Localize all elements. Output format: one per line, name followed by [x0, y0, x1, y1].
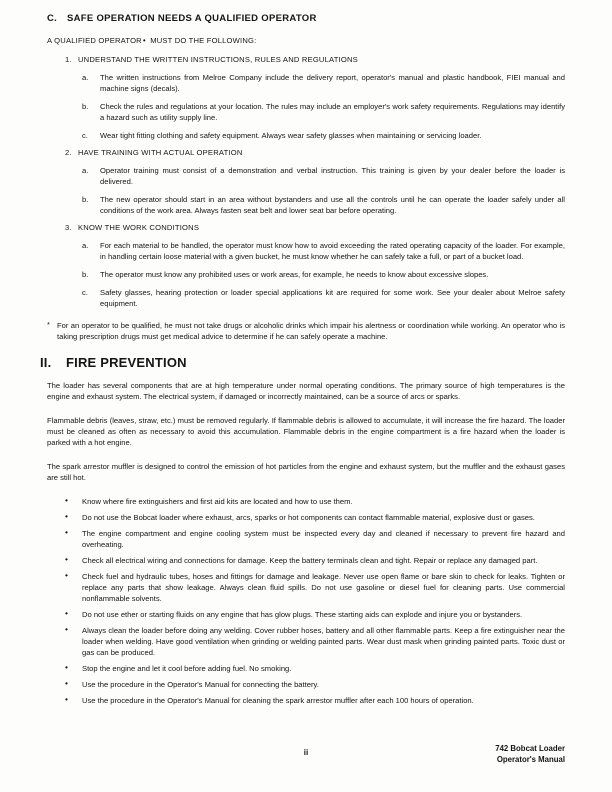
fire-bullet-item: [65, 662, 565, 674]
bullet-text: Do not use ether or starting fluids on any engine that has glow plugs. These starting aids can explode and injure you or bystanders.: [82, 610, 523, 619]
bullet-text: Stop the engine and let it cool before adding fuel. No smoking.: [82, 664, 292, 673]
fire-paragraph: Flammable debris (leaves, straw, etc.) must be removed regularly. If flammable debris is allowed to accumulate, it will increase the fire hazard. The loader must be cleaned as often as necessary to avoid this accumulation. Flammable debris in the engine compartment is a fire hazard when the loader is parked with a hot engine.: [47, 416, 565, 447]
subitem-text: The written instructions from Melroe Company include the delivery report, operator's manual and plastic handbook, FIEI manual and machine signs (decals).: [100, 73, 565, 93]
qualified-operator-footnote: [47, 320, 565, 342]
lettered-subitem: [82, 194, 565, 216]
fire-bullet-item: [65, 495, 565, 507]
subitem-letter: a.: [82, 166, 89, 175]
lettered-subitem: [82, 130, 565, 141]
bullet-text: Always clean the loader before doing any welding. Cover rubber hoses, battery and all other flammable parts. Keep a fire extinguisher near the loader when welding. Have good ventilation when grinding or welding painted parts. Wear dust mask when grinding painted parts. Toxic dust or gas can be produced.: [82, 626, 565, 657]
fire-bullet-item: [65, 527, 565, 550]
subitem-letter: c.: [82, 288, 88, 297]
subitem-letter: a.: [82, 241, 89, 250]
section-fire-heading: [40, 355, 565, 370]
fire-paragraph: The spark arrestor muffler is designed to control the emission of hot particles from the engine and exhaust system, but the muffler and the exhaust gases are still hot.: [47, 462, 565, 482]
subitem-letter: b.: [82, 270, 89, 279]
bullet-icon: •: [65, 527, 68, 537]
subitem-letter: b.: [82, 195, 89, 204]
page-number: ii: [303, 748, 309, 757]
subitem-letter: b.: [82, 102, 89, 111]
subitem-letter: a.: [82, 73, 89, 82]
bullet-text: Check fuel and hydraulic tubes, hoses and fittings for damage and leakage. Never use open flame or bare skin to check for leaks. Tighten or replace any parts that show leakage. Always clean fluid spills. Do not use gasoline or diesel fuel for cleaning parts. Use commercial nonflammable solvents.: [82, 572, 565, 603]
lettered-subitem: [82, 240, 565, 262]
subitem-text: Safety glasses, hearing protection or loader special applications kit are required for some work. See your dealer about Melroe safety equipment.: [100, 288, 565, 308]
intro-prefix: A QUALIFIED OPERATOR: [47, 36, 142, 45]
footnote-marker: *: [47, 320, 50, 329]
lettered-subitem: [82, 101, 565, 123]
bullet-text: Use the procedure in the Operator's Manual for cleaning the spark arrestor muffler after each 100 hours of operation.: [82, 696, 474, 705]
subitem-text: For each material to be handled, the operator must know how to avoid exceeding the rated operating capacity of the loader. For example, in handling certain loose material with a given bucket, he must know whether he can safely take a full, or part of a bucket load.: [100, 241, 565, 261]
fire-paragraph: The loader has several components that are at high temperature under normal operating conditions. The primary source of high temperatures is the engine and exhaust system. The electrical system, if damaged or incorrectly maintained, can be a source of arcs or sparks.: [47, 381, 565, 401]
fire-bullet-item: [65, 624, 565, 658]
numbered-item-title: [65, 148, 565, 157]
bullet-icon: •: [65, 678, 68, 688]
footer-manual-line1: 742 Bobcat Loader: [495, 744, 565, 753]
bullet-icon: •: [65, 495, 68, 505]
section-fire-heading-title: FIRE PREVENTION: [66, 355, 187, 370]
bullet-icon: •: [65, 570, 68, 580]
section-c-heading: [47, 13, 565, 24]
subitem-letter: c.: [82, 131, 88, 140]
subitem-text: The new operator should start in an area without bystanders and use all the controls until he can operate the loader safely under all conditions of the work area. Always fasten seat belt and lower seat bar before operating.: [100, 195, 565, 215]
fire-bullet-item: [65, 608, 565, 620]
item-number: 1.: [65, 55, 72, 64]
footer-manual-title: [495, 744, 565, 765]
fire-bullet-item: [65, 678, 565, 690]
bullet-icon: •: [65, 624, 68, 634]
lettered-subitem: [82, 269, 565, 280]
bullet-text: Use the procedure in the Operator's Manual for connecting the battery.: [82, 680, 319, 689]
bullet-icon: •: [65, 511, 68, 521]
item-title-text: HAVE TRAINING WITH ACTUAL OPERATION: [78, 148, 243, 157]
item-number: 2.: [65, 148, 72, 157]
section-fire-heading-label: II.: [40, 355, 52, 370]
bullet-text: The engine compartment and engine cooling system must be inspected every day and cleaned if necessary to prevent fire hazard and overheating.: [82, 529, 565, 549]
bullet-text: Know where fire extinguishers and first aid kits are located and how to use them.: [82, 497, 353, 506]
bullet-icon: •: [65, 662, 68, 672]
footnote-text: For an operator to be qualified, he must not take drugs or alcoholic drinks which impair his alertness or coordination while working. An operator who is taking prescription drugs must get medical advice to determine if he can safely operate a machine.: [57, 321, 565, 341]
fire-bullet-item: [65, 570, 565, 604]
lettered-subitem: [82, 72, 565, 94]
fire-bullet-item: [65, 554, 565, 566]
item-title-text: KNOW THE WORK CONDITIONS: [78, 223, 200, 232]
lettered-subitem: [82, 165, 565, 187]
item-number: 3.: [65, 223, 72, 232]
numbered-item-title: [65, 223, 565, 232]
subitem-text: Wear tight fitting clothing and safety equipment. Always wear safety glasses when maintaining or servicing loader.: [100, 131, 482, 140]
footnote-reference-icon: •: [142, 36, 146, 45]
item-title-text: UNDERSTAND THE WRITTEN INSTRUCTIONS, RULES AND REGULATIONS: [78, 55, 358, 64]
bullet-text: Do not use the Bobcat loader where exhaust, arcs, sparks or hot components can contact flammable material, explosive dust or gases.: [82, 513, 535, 522]
qualified-operator-intro: [47, 36, 565, 45]
subitem-text: Operator training must consist of a demonstration and verbal instruction. This training is given by your dealer before the loader is delivered.: [100, 166, 565, 186]
subitem-text: The operator must know any prohibited uses or work areas, for example, he needs to know about excessive slopes.: [100, 270, 489, 279]
section-c-heading-title: SAFE OPERATION NEEDS A QUALIFIED OPERATOR: [67, 13, 317, 24]
fire-bullet-item: [65, 694, 565, 706]
bullet-icon: •: [65, 608, 68, 618]
footer-manual-line2: Operator's Manual: [496, 754, 565, 764]
fire-bullet-item: [65, 511, 565, 523]
numbered-item-title: [65, 55, 565, 64]
bullet-icon: •: [65, 694, 68, 704]
section-c-heading-label: C.: [47, 13, 58, 24]
subitem-text: Check the rules and regulations at your location. The rules may include an employer's work safety requirements. Regulations may identify a hazard such as utility supply line.: [100, 102, 565, 122]
intro-suffix: MUST DO THE FOLLOWING:: [150, 36, 257, 45]
bullet-icon: •: [65, 554, 68, 564]
lettered-subitem: [82, 287, 565, 309]
bullet-text: Check all electrical wiring and connections for damage. Keep the battery terminals clean and tight. Repair or replace any damaged part.: [82, 556, 538, 565]
